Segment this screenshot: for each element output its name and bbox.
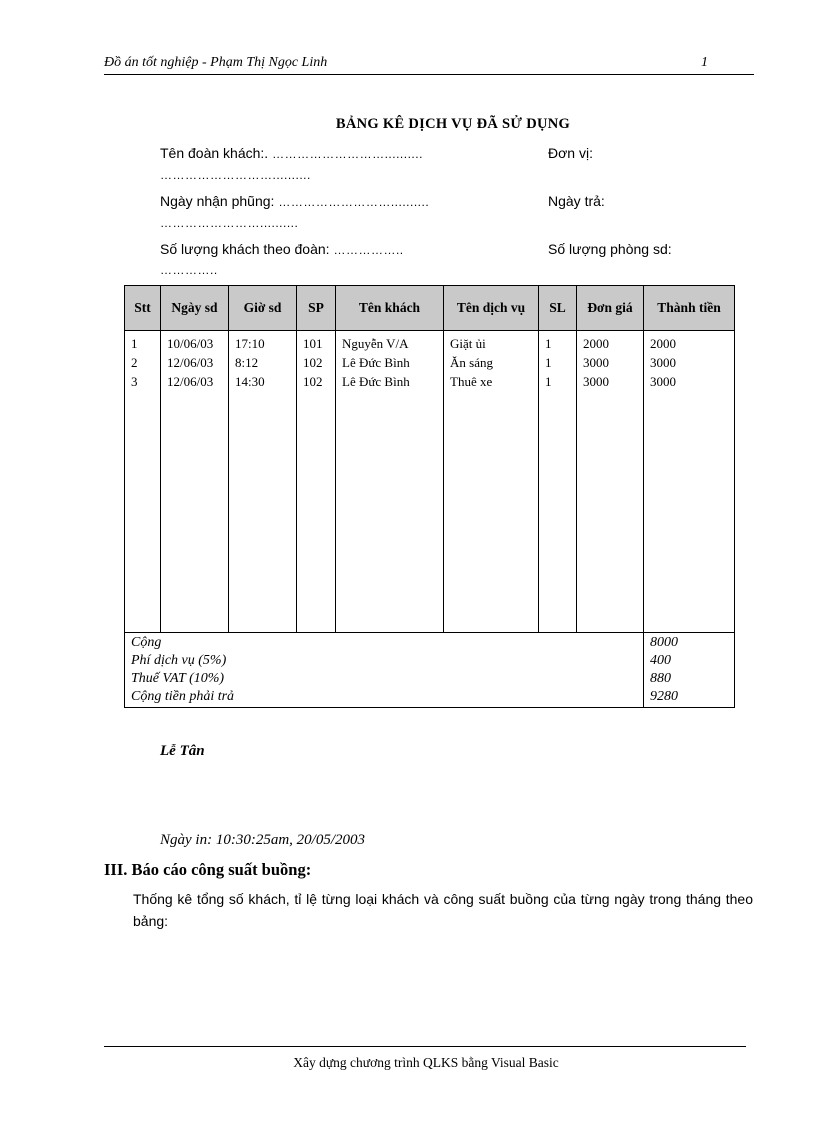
document-title: BẢNG KÊ DỊCH VỤ ĐÃ SỬ DỤNG (335, 116, 571, 132)
table-cell: Nguyễn V/A (342, 336, 409, 351)
table-cell: Ăn sáng (450, 355, 493, 370)
summary-value: 9280 (650, 689, 678, 704)
summary-labels (125, 633, 644, 708)
unit-label: Đơn vị: (548, 145, 593, 161)
summary-label: Cộng tiền phải trả (131, 689, 235, 704)
table-cell: 1 (545, 336, 552, 351)
guest-count-dots-line2: ………….. (160, 263, 218, 277)
column-amount (644, 331, 735, 633)
table-cell: 102 (303, 374, 323, 389)
page-header (104, 54, 754, 75)
header-room: SP (297, 286, 336, 331)
service-table (124, 285, 735, 708)
summary-value: 880 (650, 671, 671, 686)
column-unit-price (577, 331, 644, 633)
table-cell: 1 (131, 336, 138, 351)
summary-values (644, 633, 735, 708)
summary-label: Cộng (131, 635, 162, 650)
summary-label: Thuế VAT (10%) (131, 671, 225, 686)
table-cell: 101 (303, 336, 323, 351)
table-cell: 3000 (583, 355, 609, 370)
table-cell: 12/06/03 (167, 374, 214, 389)
table-cell: Giặt ủi (450, 336, 486, 351)
section-heading: III. Báo cáo công suất buồng: (104, 860, 312, 879)
table-cell: 10/06/03 (167, 336, 214, 351)
column-stt (125, 331, 161, 633)
table-cell: 1 (545, 374, 552, 389)
table-cell: 17:10 (235, 336, 265, 351)
column-guest-name (336, 331, 444, 633)
group-name-field (160, 145, 423, 161)
column-time (229, 331, 297, 633)
header-time: Giờ sd (229, 286, 297, 331)
header-service-name: Tên dịch vụ (444, 286, 539, 331)
group-name-dots-line2: ……………………….......... (160, 168, 311, 182)
column-room (297, 331, 336, 633)
header-guest-name: Tên khách (336, 286, 444, 331)
group-name-dots: ……………………….......... (272, 147, 423, 161)
guest-count-field (160, 241, 404, 257)
table-cell: 2000 (583, 336, 609, 351)
page-footer: Xây dựng chương trình QLKS bằng Visual Basic (293, 1055, 559, 1070)
footer-divider (104, 1046, 746, 1047)
header-title: Đồ án tốt nghiệp - Phạm Thị Ngọc Linh (104, 55, 328, 70)
arrival-field (160, 193, 429, 209)
arrival-dots: ……………………….......... (278, 195, 430, 209)
departure-label: Ngày trả: (548, 193, 605, 209)
table-cell: 3000 (650, 374, 676, 389)
header-stt: Stt (125, 286, 161, 331)
header-unit-price: Đơn giá (577, 286, 644, 331)
column-service-name (444, 331, 539, 633)
room-count-label: Số lượng phòng sd: (548, 241, 672, 257)
summary-row (125, 633, 735, 708)
table-cell: 2000 (650, 336, 676, 351)
arrival-label: Ngày nhận phũng: (160, 193, 275, 209)
table-body (125, 331, 735, 633)
table-cell: 8:12 (235, 355, 259, 370)
table-cell: 12/06/03 (167, 355, 214, 370)
guest-count-label: Số lượng khách theo đoàn: (160, 241, 330, 257)
summary-label: Phí dịch vụ (5%) (131, 653, 227, 668)
column-date (161, 331, 229, 633)
receptionist-signature-label: Lễ Tân (160, 743, 205, 759)
table-header-row (125, 286, 735, 331)
header-amount: Thành tiền (644, 286, 735, 331)
column-quantity (539, 331, 577, 633)
guest-count-dots: …………….. (333, 243, 404, 257)
table-cell: 2 (131, 355, 138, 370)
arrival-dots-line2: …………………….......... (160, 216, 299, 230)
section-paragraph: Thống kê tổng số khách, tỉ lệ từng loại khách và công suất buồng của từng ngày trong tháng theo bảng: (133, 891, 753, 929)
table-cell: Lê Đức Bình (342, 374, 410, 389)
table-cell: 14:30 (235, 374, 265, 389)
summary-value: 400 (650, 653, 671, 668)
table-cell: 3000 (650, 355, 676, 370)
table-cell: Thuê xe (450, 374, 493, 389)
page-number: 1 (701, 55, 708, 70)
table-cell: 1 (545, 355, 552, 370)
table-cell: 102 (303, 355, 323, 370)
table-cell: Lê Đức Bình (342, 355, 410, 370)
header-quantity: SL (539, 286, 577, 331)
summary-value: 8000 (650, 635, 678, 650)
group-name-label: Tên đoàn khách:. (160, 145, 269, 161)
table-cell: 3 (131, 374, 138, 389)
print-date: Ngày in: 10:30:25am, 20/05/2003 (160, 832, 365, 848)
table-cell: 3000 (583, 374, 609, 389)
header-date: Ngày sd (161, 286, 229, 331)
